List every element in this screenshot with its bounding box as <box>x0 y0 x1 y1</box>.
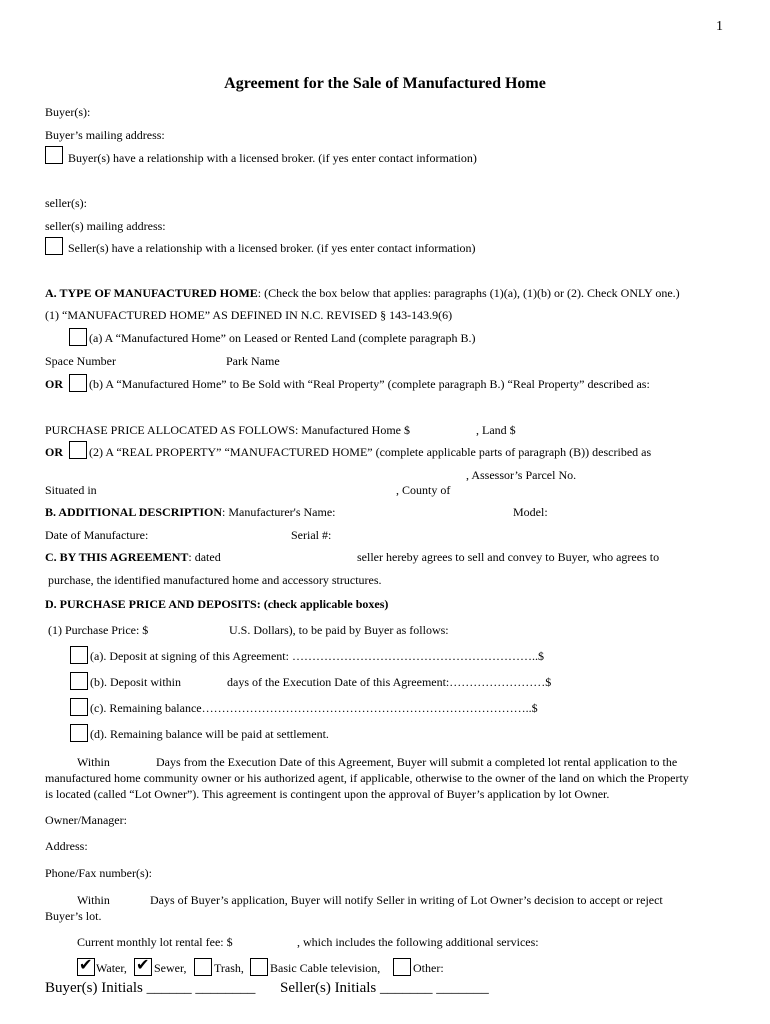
seller-broker-checkbox[interactable] <box>45 237 63 255</box>
model-label: Model: <box>513 505 548 519</box>
section-b-heading: B. ADDITIONAL DESCRIPTION <box>45 505 223 519</box>
lot-application-text-line2: manufactured home community owner or his authorized agent, if applicable, otherwise to the owner of the land on which the Property <box>45 771 689 785</box>
seller-mailing-label: seller(s) mailing address: <box>45 219 166 233</box>
lot-application-text-line3: is located (called “Lot Owner”). This agreement is contingent upon the approval of Buyer’s application by lot Owner. <box>45 787 610 801</box>
lot-decision-text-line2: Buyer’s lot. <box>45 909 102 923</box>
section-a-instructions: : (Check the box below that applies: paragraphs (1)(a), (1)(b) or (2). Check ONLY one.) <box>257 286 680 300</box>
section-a-heading: A. TYPE OF MANUFACTURED HOME <box>45 286 258 300</box>
situated-in-label: Situated in <box>45 483 97 497</box>
section-d-heading: D. PURCHASE PRICE AND DEPOSITS: (check applicable boxes) <box>45 597 389 611</box>
document-title: Agreement for the Sale of Manufactured Home <box>224 75 546 92</box>
other-label: Other: <box>413 961 444 975</box>
buyer-initials: Buyer(s) Initials ______ ________ <box>45 980 256 996</box>
manufactured-home-definition: (1) “MANUFACTURED HOME” AS DEFINED IN N.C. REVISED § 143-143.9(6) <box>45 308 453 322</box>
usd-label: U.S. Dollars), to be paid by Buyer as follows: <box>229 623 449 637</box>
manufacturer-label: : Manufacturer's Name: <box>222 505 336 519</box>
option-2-checkbox[interactable] <box>69 441 87 459</box>
basic-cable-label: Basic Cable television, <box>270 961 381 975</box>
within-label-2: Within <box>77 893 110 907</box>
purchase-price-label: (1) Purchase Price: $ <box>48 623 149 637</box>
deposit-within-days-text: days of the Execution Date of this Agreement:……………………$ <box>227 675 552 689</box>
purchase-allocation-label: PURCHASE PRICE ALLOCATED AS FOLLOWS: Manufactured Home $ <box>45 423 410 437</box>
remaining-balance-text: (c). Remaining balance………………………………………………………………………..$ <box>90 701 538 715</box>
section-c-text-line2: purchase, the identified manufactured home and accessory structures. <box>48 573 382 587</box>
deposit-within-checkbox[interactable] <box>70 672 88 690</box>
option-1b-text: (b) A “Manufactured Home” to Be Sold with “Real Property” (complete paragraph B.) “Real Property” described as: <box>89 377 650 391</box>
section-b-line <box>45 505 336 519</box>
water-checkbox[interactable] <box>77 958 95 976</box>
serial-label: Serial #: <box>291 528 332 542</box>
trash-checkbox[interactable] <box>194 958 212 976</box>
option-1b-checkbox[interactable] <box>69 374 87 392</box>
other-checkbox[interactable] <box>393 958 411 976</box>
buyer-label: Buyer(s): <box>45 105 91 119</box>
or-label-1: OR <box>45 377 63 391</box>
seller-label: seller(s): <box>45 196 87 210</box>
lot-rental-fee-label: Current monthly lot rental fee: $ <box>77 935 233 949</box>
date-of-manufacture-label: Date of Manufacture: <box>45 528 149 542</box>
water-label: Water, <box>96 961 127 975</box>
buyer-mailing-label: Buyer’s mailing address: <box>45 128 165 142</box>
remaining-balance-checkbox[interactable] <box>70 698 88 716</box>
seller-broker-text: Seller(s) have a relationship with a licensed broker. (if yes enter contact information) <box>68 241 476 255</box>
option-2-text: (2) A “REAL PROPERTY” “MANUFACTURED HOME” (complete applicable parts of paragraph (B)) described as <box>89 445 652 459</box>
option-1a-text: (a) A “Manufactured Home” on Leased or Rented Land (complete paragraph B.) <box>89 331 476 345</box>
option-1a-checkbox[interactable] <box>69 328 87 346</box>
section-c-heading: C. BY THIS AGREEMENT <box>45 550 189 564</box>
lot-rental-fee-services: , which includes the following additional services: <box>297 935 539 949</box>
section-c-line <box>45 550 221 564</box>
page-number: 1 <box>716 19 723 34</box>
land-label: , Land $ <box>476 423 516 437</box>
basic-cable-checkbox[interactable] <box>250 958 268 976</box>
sewer-label: Sewer, <box>154 961 187 975</box>
dated-label: : dated <box>188 550 221 564</box>
within-label-1: Within <box>77 755 110 769</box>
section-c-text: seller hereby agrees to sell and convey to Buyer, who agrees to <box>357 550 660 564</box>
park-name-label: Park Name <box>226 354 280 368</box>
buyer-broker-text: Buyer(s) have a relationship with a licensed broker. (if yes enter contact information) <box>68 151 477 165</box>
phone-fax-label: Phone/Fax number(s): <box>45 866 152 880</box>
or-label-2: OR <box>45 445 63 459</box>
buyer-broker-checkbox[interactable] <box>45 146 63 164</box>
owner-manager-label: Owner/Manager: <box>45 813 127 827</box>
lot-application-text: Days from the Execution Date of this Agreement, Buyer will submit a completed lot rental application to the <box>156 755 678 769</box>
deposit-within-text: (b). Deposit within <box>90 675 181 689</box>
sewer-checkbox[interactable] <box>134 958 152 976</box>
assessor-parcel-label: , Assessor’s Parcel No. <box>466 468 577 482</box>
lot-decision-text: Days of Buyer’s application, Buyer will notify Seller in writing of Lot Owner’s decision to accept or reject <box>150 893 663 907</box>
balance-settlement-checkbox[interactable] <box>70 724 88 742</box>
space-number-label: Space Number <box>45 354 116 368</box>
address-label: Address: <box>45 839 88 853</box>
deposit-signing-checkbox[interactable] <box>70 646 88 664</box>
trash-label: Trash, <box>214 961 244 975</box>
seller-initials: Seller(s) Initials _______ _______ <box>280 980 489 996</box>
deposit-signing-text: (a). Deposit at signing of this Agreement: ……………………………………………………..$ <box>90 649 544 663</box>
county-label: , County of <box>396 483 451 497</box>
section-a-line <box>45 286 680 300</box>
balance-settlement-text: (d). Remaining balance will be paid at settlement. <box>90 727 329 741</box>
